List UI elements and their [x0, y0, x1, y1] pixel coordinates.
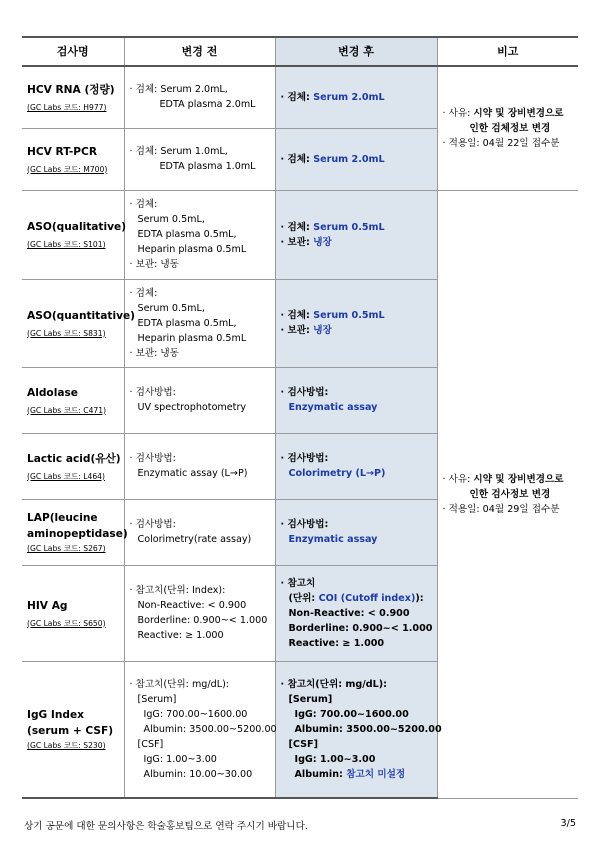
after-label: · 검체:	[280, 221, 314, 233]
test-code: (GC Labs 코드: S831)	[27, 328, 106, 338]
after-label: · 검사방법:	[280, 519, 329, 530]
after-label: Albumin:	[294, 768, 347, 780]
after-line: [Serum]	[288, 693, 333, 705]
after-cell	[275, 367, 437, 433]
note-cell	[437, 190, 578, 798]
header-before: 변경 전	[124, 37, 275, 66]
after-unit-post: ):	[415, 592, 424, 604]
test-code: (GC Labs 코드: M700)	[27, 164, 108, 174]
after-cell	[275, 190, 437, 279]
after-value: Serum 0.5mL	[313, 221, 385, 233]
before-line: Albumin: 10.00~30.00	[143, 768, 253, 780]
before-cell	[124, 128, 275, 190]
after-cell	[275, 499, 437, 565]
after-value: Serum 2.0mL	[313, 91, 385, 103]
after-label: · 검사방법:	[280, 453, 329, 464]
test-code: (GC Labs 코드: S101)	[27, 240, 106, 249]
before-line: Enzymatic assay (L→P)	[137, 468, 248, 479]
before-line: IgG: 700.00~1600.00	[143, 708, 248, 720]
before-line: · 검사방법:	[129, 519, 176, 530]
before-line: Serum 0.5mL,	[137, 302, 205, 314]
before-line: · 검사방법:	[129, 453, 176, 464]
before-cell	[124, 279, 275, 367]
before-line: · 검체: Serum 2.0mL,	[129, 84, 228, 96]
before-line: IgG: 1.00~3.00	[143, 753, 217, 765]
after-line: Albumin: 3500.00~5200.00	[294, 723, 442, 735]
before-line: · 보관: 냉동	[129, 259, 179, 270]
header-test-name: 검사명	[22, 37, 124, 66]
before-line: [CSF]	[137, 738, 164, 750]
note-reason-label: · 사유:	[442, 107, 474, 119]
after-line: IgG: 700.00~1600.00	[294, 708, 409, 720]
test-code: (GC Labs 코드: S267)	[27, 544, 106, 553]
note-reason-2: 인한 검사정보 변경	[469, 488, 551, 500]
test-name-cell	[22, 128, 124, 190]
after-cell	[275, 433, 437, 499]
after-unit-pre: (단위:	[288, 592, 319, 604]
before-cell	[124, 499, 275, 565]
after-label: · 검체:	[280, 310, 314, 321]
before-cell	[124, 661, 275, 798]
after-label: · 보관:	[280, 236, 314, 248]
test-code: (GC Labs 코드: L464)	[27, 471, 105, 481]
before-cell	[124, 190, 275, 279]
after-value: Enzymatic assay	[288, 534, 378, 545]
before-cell	[124, 565, 275, 661]
test-name-cell	[22, 66, 124, 128]
note-reason: 시약 및 장비변경으로	[473, 107, 564, 119]
after-cell	[275, 128, 437, 190]
before-line: · 참고치(단위: Index):	[129, 585, 226, 596]
table-row	[22, 190, 578, 279]
after-value: Serum 0.5mL	[313, 310, 385, 321]
test-name-cell	[22, 499, 128, 565]
test-code: (GC Labs 코드: S650)	[27, 618, 106, 628]
before-line: · 참고치(단위: mg/dL):	[129, 678, 230, 690]
change-table	[22, 36, 578, 799]
before-line: Heparin plasma 0.5mL	[137, 244, 247, 255]
before-line: Colorimetry(rate assay)	[137, 534, 252, 545]
test-name-cell	[22, 279, 136, 367]
after-label: · 검사방법:	[280, 387, 329, 398]
test-name: HCV RT-PCR	[27, 145, 97, 158]
before-cell	[124, 66, 275, 128]
note-reason: 시약 및 장비변경으로	[473, 473, 564, 485]
test-name-cell	[22, 661, 124, 798]
before-line: · 검사방법:	[129, 387, 176, 398]
footer-contact-note: 상기 공문에 대한 문의사항은 학술홍보팀으로 연락 주시기 바랍니다.	[24, 821, 308, 832]
test-code: (GC Labs 코드: S230)	[27, 741, 106, 751]
header-after: 변경 후	[275, 37, 437, 66]
after-line: [CSF]	[288, 738, 318, 750]
test-name: ASO(quantitative)	[27, 309, 136, 322]
after-value: 냉장	[313, 325, 332, 336]
after-value: Colorimetry (L→P)	[288, 468, 386, 479]
after-label: · 검체:	[280, 153, 314, 165]
before-cell	[124, 433, 275, 499]
test-name-cell	[22, 190, 127, 279]
test-name: LAP(leucine	[27, 512, 98, 524]
before-line: EDTA plasma 0.5mL,	[137, 317, 237, 329]
before-line: Non-Reactive: < 0.900	[137, 600, 247, 611]
test-name: Lactic acid(유산)	[27, 452, 121, 465]
test-name: HCV RNA (정량)	[27, 83, 115, 96]
test-code: (GC Labs 코드: C471)	[27, 405, 107, 415]
before-cell	[124, 367, 275, 433]
test-name-cell	[22, 367, 124, 433]
before-line: · 검체:	[129, 287, 158, 299]
before-line: · 검체: Serum 1.0mL,	[129, 146, 228, 157]
before-line: UV spectrophotometry	[137, 402, 247, 413]
before-line: · 보관: 냉동	[129, 347, 179, 359]
test-name: HIV Ag	[27, 599, 68, 612]
note-apply-date: · 적용일: 04월 29일 접수분	[442, 503, 560, 515]
note-reason-2: 인한 검체정보 변경	[469, 122, 551, 134]
after-label: · 참고치	[280, 577, 316, 589]
after-line: IgG: 1.00~3.00	[294, 753, 376, 765]
after-cell	[275, 565, 437, 661]
test-name: aminopeptidase)	[27, 528, 128, 540]
header-note: 비고	[437, 37, 578, 66]
after-value: 참고치 미설정	[346, 768, 406, 780]
after-label: · 검체:	[280, 91, 314, 103]
before-line: EDTA plasma 2.0mL	[159, 99, 256, 111]
test-name: IgG Index	[27, 709, 84, 722]
test-code: (GC Labs 코드: H977)	[27, 102, 107, 112]
test-name-cell	[22, 433, 124, 499]
after-value: Serum 2.0mL	[313, 153, 385, 165]
after-unit-value: COI (Cutoff index)	[318, 592, 416, 604]
note-reason-label: · 사유:	[442, 473, 474, 485]
before-line: Albumin: 3500.00~5200.00	[143, 723, 277, 735]
before-line: EDTA plasma 1.0mL	[159, 161, 256, 172]
test-name-cell	[22, 565, 124, 661]
test-name: (serum + CSF)	[27, 725, 114, 738]
after-line: Reactive: ≥ 1.000	[288, 637, 385, 649]
test-name: Aldolase	[27, 386, 78, 399]
after-cell	[275, 661, 442, 798]
table-header-row	[22, 37, 578, 66]
note-apply-date: · 적용일: 04월 22일 접수분	[442, 137, 560, 149]
before-line: Heparin plasma 0.5mL	[137, 332, 247, 344]
before-line: Reactive: ≥ 1.000	[137, 630, 224, 641]
after-line: Borderline: 0.900~< 1.000	[288, 622, 433, 634]
after-value: 냉장	[313, 236, 332, 248]
before-line: EDTA plasma 0.5mL,	[137, 229, 237, 240]
note-cell	[437, 66, 578, 190]
after-value: Enzymatic assay	[288, 402, 378, 413]
before-line: [Serum]	[137, 693, 177, 705]
table-row	[22, 66, 578, 128]
after-cell	[275, 279, 437, 367]
page-number: 3/5	[560, 818, 576, 829]
after-line: Non-Reactive: < 0.900	[288, 607, 410, 619]
before-line: · 검체:	[129, 199, 158, 210]
after-cell	[275, 66, 437, 128]
test-name: ASO(qualitative)	[27, 221, 127, 233]
after-label: · 참고치(단위: mg/dL):	[280, 678, 387, 690]
before-line: Serum 0.5mL,	[137, 214, 205, 225]
before-line: Borderline: 0.900~< 1.000	[137, 615, 268, 626]
after-label: · 보관:	[280, 325, 314, 336]
